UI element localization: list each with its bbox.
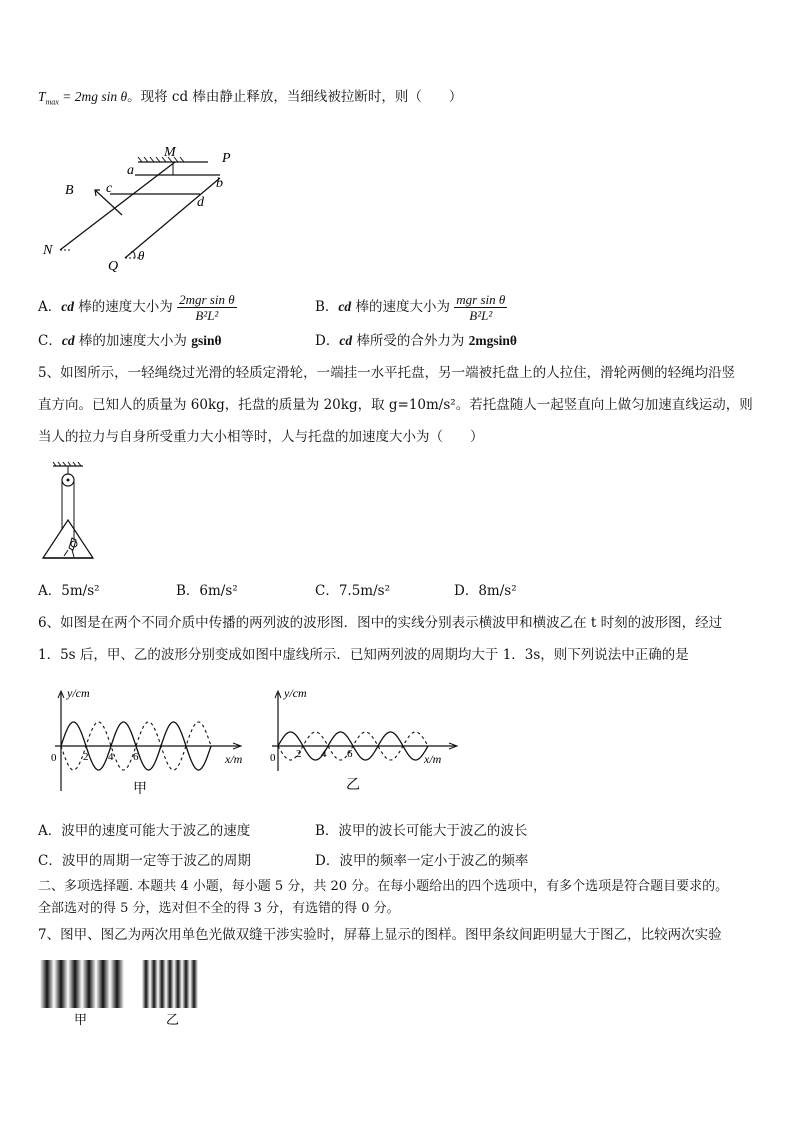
label-a: a: [127, 163, 134, 178]
fringe-band: [54, 960, 68, 1008]
section2-line-2: 全部选对的得 5 分，选对但不全的得 3 分，有选错的得 0 分。: [38, 901, 400, 916]
fringe-band: [182, 960, 190, 1008]
label-Q: Q: [108, 259, 119, 274]
top-line-text: 。现将 cd 棒由静止释放，当细线被拉断时，则（ ）: [127, 89, 463, 105]
q7-fringe-patterns: [38, 958, 218, 1030]
fringe-band: [150, 960, 158, 1008]
label-N: N: [43, 243, 53, 258]
fringe-band: [82, 960, 96, 1008]
section2-line-1: 二、多项选择题. 本题共 4 小题，每小题 5 分，共 20 分。在每小题给出的四个选项中，有多个选项是符合题目要求的。: [38, 879, 729, 894]
q6-wave-graph-right: [268, 683, 468, 798]
right-tick-2: 2: [296, 748, 302, 760]
fringe-band: [142, 960, 150, 1008]
left-tick-4: 4: [108, 751, 114, 763]
left-caption: 甲: [133, 782, 147, 797]
top-line: [38, 88, 462, 112]
q4-option-c: C．cd 棒的加速度大小为 gsinθ: [38, 333, 222, 349]
q6-option-b: B．波甲的波长可能大于波乙的波长: [315, 823, 528, 839]
q6-option-d: D．波甲的频率一定小于波乙的频率: [315, 853, 529, 869]
right-caption: 乙: [346, 778, 360, 793]
q5-option-b: B．6m/s²: [176, 583, 238, 599]
tension-formula: $T_{max} = 2mg$ sin θ: [38, 89, 128, 107]
fraction-b: $\frac{\text{mgr sin θ}}{\text{B²L²}}$: [456, 292, 506, 323]
q6-wave-graph-left: [45, 683, 255, 798]
fringe-band: [68, 960, 82, 1008]
left-tick-6: 6: [133, 751, 139, 763]
right-origin: 0: [270, 752, 276, 764]
left-origin: 0: [51, 752, 57, 764]
q5-line-2: 直方向。已知人的质量为 60kg，托盘的质量为 20kg，取 g=10m/s²。若托盘随人一起竖直向上做匀加速直线运动，则: [38, 397, 753, 413]
q5-option-a: A．5m/s²: [38, 583, 100, 599]
label-theta: θ: [138, 248, 145, 263]
q6-option-c: C．波甲的周期一定等于波乙的周期: [38, 853, 251, 869]
fringe-band: [174, 960, 182, 1008]
q5-option-c: C．7.5m/s²: [315, 583, 390, 599]
label-B: B: [65, 183, 74, 198]
q7-line-1: 7、图甲、图乙为两次用单色光做双缝干涉实验时，屏幕上显示的图样。图甲条纹间距明显大于图乙，比较两次实验: [38, 927, 722, 943]
right-tick-6: 6: [347, 748, 353, 760]
fringe-band: [110, 960, 124, 1008]
fringe-band: [158, 960, 166, 1008]
right-xlabel: x/m: [424, 752, 442, 766]
q4-option-b: B．cd 棒的速度大小为 $\frac{\text{mgr sin θ}}{\text{B²L²}}$: [315, 292, 506, 323]
fringe-band: [166, 960, 174, 1008]
q6-line-2: 1．5s 后，甲、乙的波形分别变成如图中虚线所示．已知两列波的周期均大于 1．3s，则下列说法中正确的是: [38, 647, 689, 663]
right-tick-4: 4: [321, 748, 327, 760]
fraction-a: $\frac{\text{2mgr sin θ}}{\text{B²L²}}$: [179, 292, 235, 323]
q5-option-d: D．8m/s²: [454, 583, 517, 599]
q5-line-1: 5、如图所示，一轻绳绕过光滑的轻质定滑轮，一端挂一水平托盘，另一端被托盘上的人拉住，滑轮两侧的轻绳均沿竖: [38, 365, 736, 381]
right-ylabel: y/cm: [284, 686, 307, 700]
label-d: d: [197, 195, 204, 210]
q4-rails-figure: [40, 140, 280, 275]
q7-caption-right: 乙: [166, 1012, 180, 1027]
q7-caption-left: 甲: [74, 1012, 88, 1027]
label-M: M: [164, 145, 176, 160]
label-c: c: [106, 181, 113, 196]
left-xlabel: x/m: [225, 752, 243, 766]
fringe-band: [40, 960, 54, 1008]
fringe-band: [190, 960, 198, 1008]
q5-pulley-figure: [38, 460, 108, 565]
left-tick-2: 2: [83, 751, 89, 763]
q5-line-3: 当人的拉力与自身所受重力大小相等时，人与托盘的加速度大小为（ ）: [38, 429, 484, 445]
q4-option-d: D．cd 棒所受的合外力为 2mgsinθ: [315, 333, 517, 349]
q6-option-a: A．波甲的速度可能大于波乙的速度: [38, 823, 251, 839]
label-b: b: [216, 176, 223, 191]
fringe-band: [96, 960, 110, 1008]
q6-line-1: 6、如图是在两个不同介质中传播的两列波的波形图．图中的实线分别表示横波甲和横波乙在 t 时刻的波形图，经过: [38, 615, 723, 631]
left-ylabel: y/cm: [67, 686, 90, 700]
q4-option-a: A．cd 棒的速度大小为 $\frac{\text{2mgr sin θ}}{\text{B²L²}}$: [38, 292, 235, 323]
label-P: P: [222, 151, 231, 166]
